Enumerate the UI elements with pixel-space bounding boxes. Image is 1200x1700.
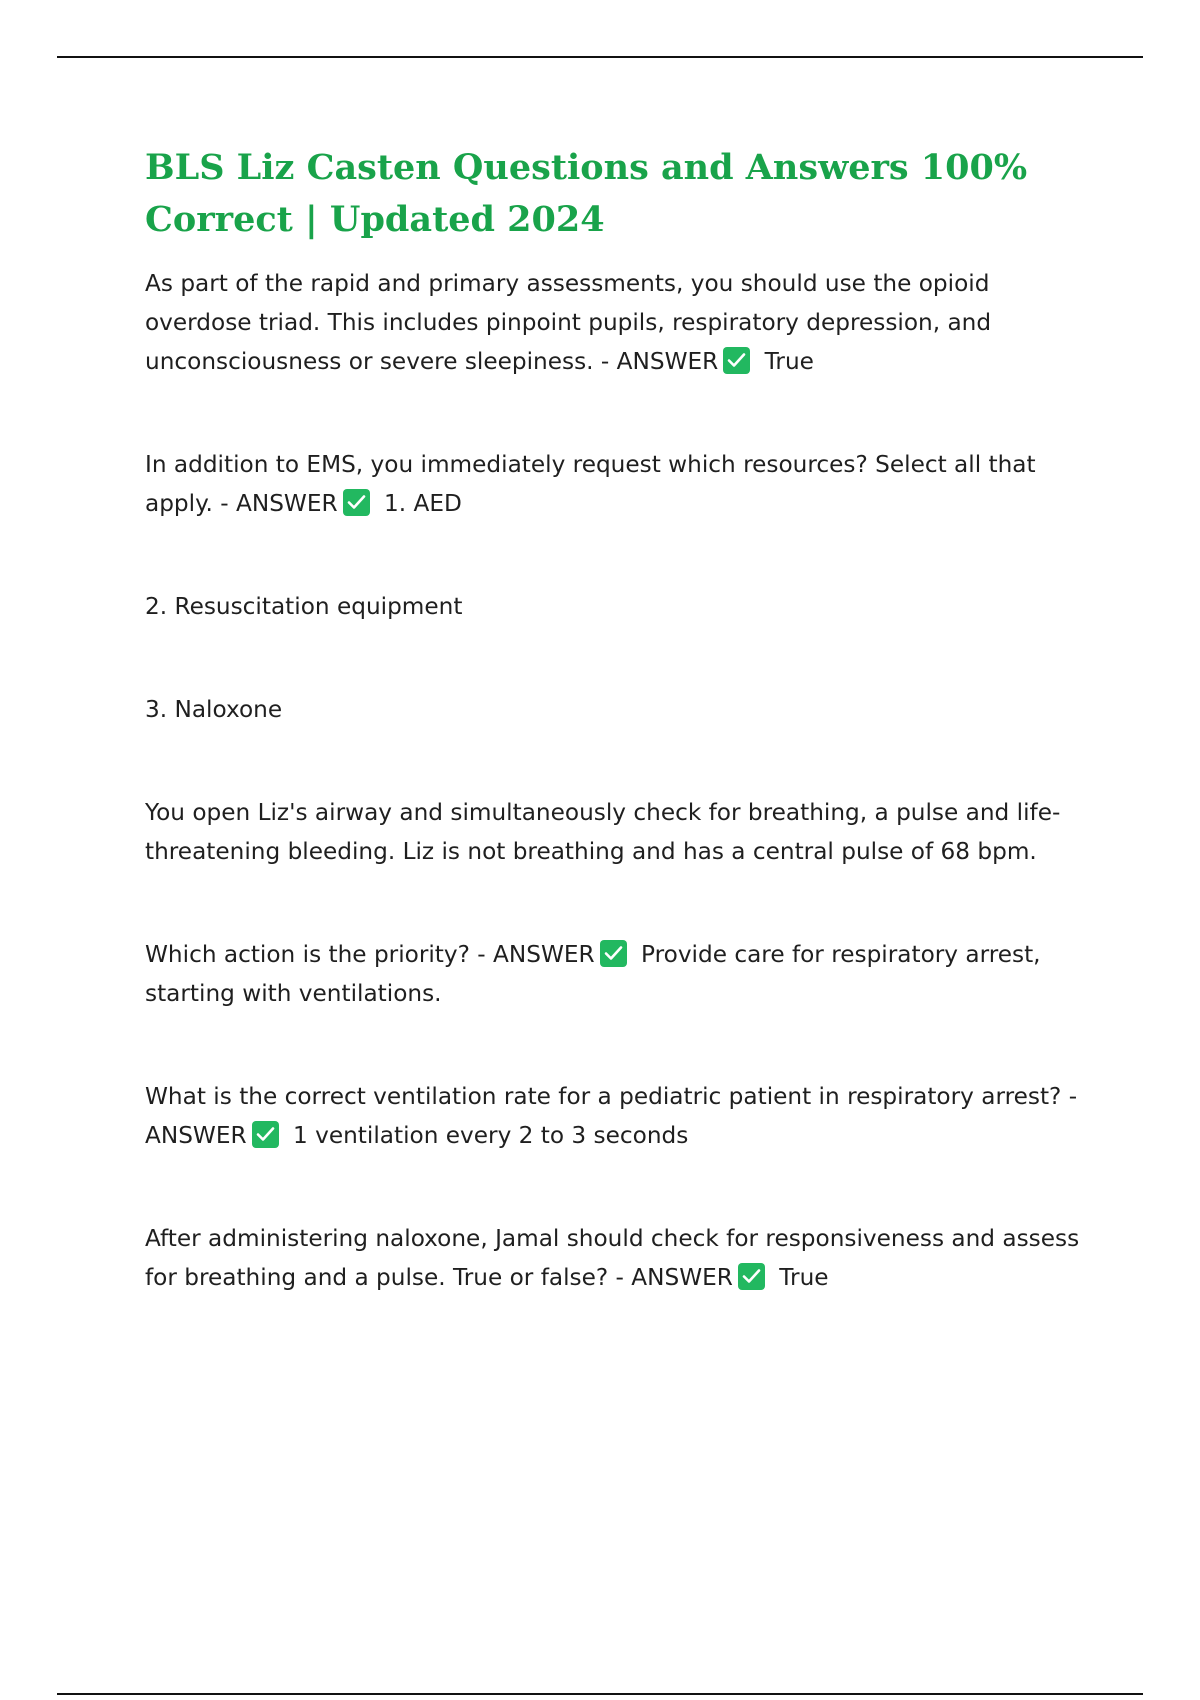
- list-item: 2. Resuscitation equipment: [145, 593, 463, 620]
- qa-item-2: [145, 445, 1090, 523]
- answer-text: True: [779, 1264, 829, 1291]
- document-title: BLS Liz Casten Questions and Answers 100% Correct | Updated 2024: [145, 147, 1028, 240]
- document-body: [145, 142, 1090, 1297]
- answer-text: 1. AED: [383, 490, 462, 517]
- list-item: 3. Naloxone: [145, 696, 283, 723]
- question-text: Which action is the priority? - ANSWER: [145, 941, 595, 968]
- qa-item-1: [145, 264, 1090, 381]
- qa-item-4: [145, 1077, 1090, 1155]
- question-text: In addition to EMS, you immediately request which resources? Select all that apply. - ANSWER: [145, 451, 1036, 517]
- answer-text: 1 ventilation every 2 to 3 seconds: [293, 1122, 689, 1149]
- qa-item-5: [145, 1219, 1090, 1297]
- scenario-text: You open Liz's airway and simultaneously check for breathing, a pulse and life-threatening bleeding. Liz is not breathing and has a central pulse of 68 bpm.: [145, 799, 1061, 865]
- question-text: What is the correct ventilation rate for a pediatric patient in respiratory arrest? - ANSWER: [145, 1083, 1078, 1149]
- check-mark-icon: [723, 347, 750, 374]
- answer-text: True: [764, 348, 814, 375]
- check-mark-icon: [600, 940, 627, 967]
- top-rule: [57, 56, 1143, 58]
- question-text: As part of the rapid and primary assessments, you should use the opioid overdose triad. This includes pinpoint pupils, respiratory depression, and unconsciousness or severe sleepiness. - ANSWER: [145, 270, 992, 375]
- bottom-rule: [57, 1693, 1143, 1695]
- check-mark-icon: [343, 489, 370, 516]
- qa-item-3: [145, 935, 1090, 1013]
- answer-text: Provide care for respiratory arrest, starting with ventilations.: [145, 941, 1041, 1007]
- question-text: After administering naloxone, Jamal should check for responsiveness and assess for breathing and a pulse. True or false? - ANSWER: [145, 1225, 1080, 1291]
- check-mark-icon: [252, 1121, 279, 1148]
- check-mark-icon: [738, 1263, 765, 1290]
